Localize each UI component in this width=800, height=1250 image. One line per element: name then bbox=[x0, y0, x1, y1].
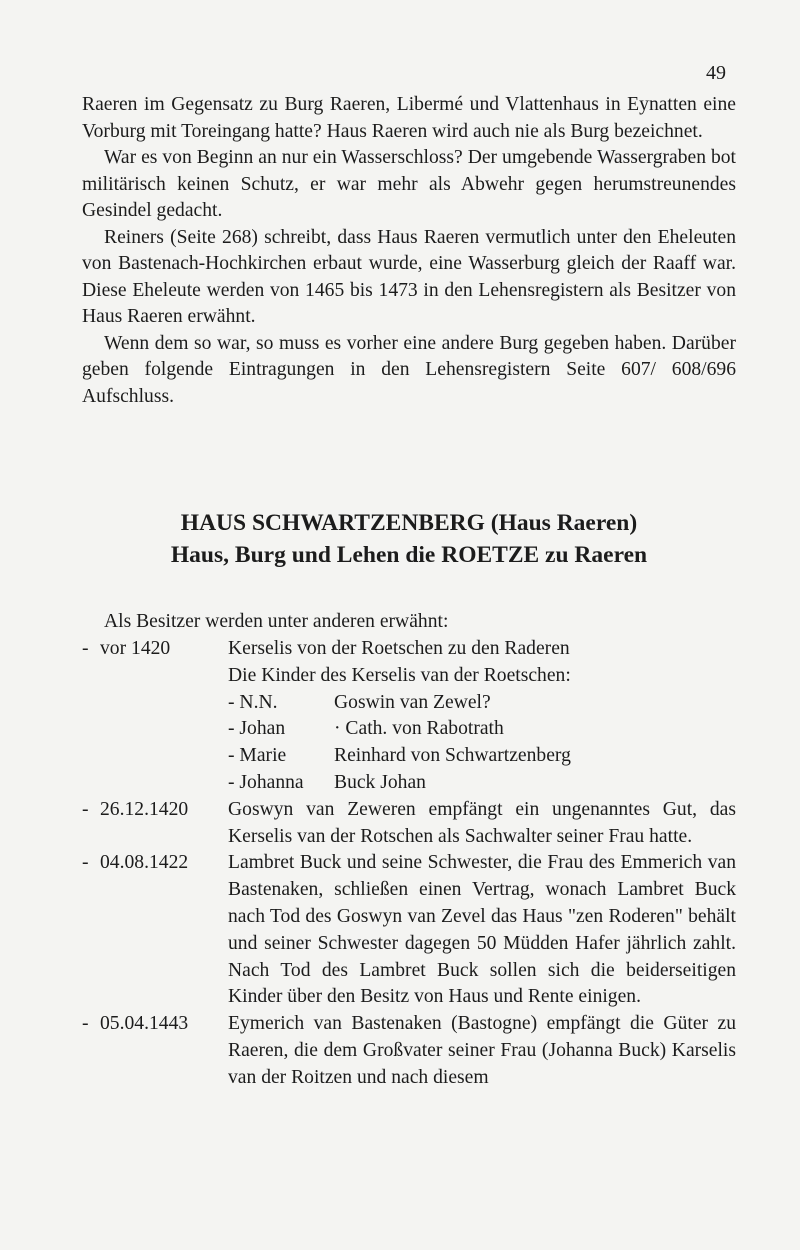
child-spouse: Reinhard von Schwartzenberg bbox=[334, 745, 571, 767]
child-spouse: · Cath. von Rabotrath bbox=[334, 718, 504, 740]
child-item bbox=[228, 743, 736, 770]
child-item bbox=[228, 690, 736, 717]
heading-line-2: Haus, Burg und Lehen die ROETZE zu Raeren bbox=[170, 542, 648, 568]
entry-dash: - bbox=[82, 852, 89, 874]
child-item bbox=[228, 770, 736, 797]
child-name: - Johan bbox=[228, 718, 286, 740]
entry-dash: - bbox=[82, 638, 89, 659]
child-spouse: Goswin van Zewel? bbox=[334, 691, 491, 713]
child-name: - N.N. bbox=[228, 691, 278, 713]
entry-description: Goswyn van Zeweren empfängt ein ungenanntes Gut, das Kerselis van der Rotschen als Sachwalter seiner Frau hatte. bbox=[228, 798, 736, 847]
section-heading bbox=[82, 507, 736, 571]
owners-intro: Als Besitzer werden unter anderen erwähnt: bbox=[104, 611, 449, 632]
entry-vor-1420 bbox=[82, 636, 736, 797]
paragraph-3: Reiners (Seite 268) schreibt, dass Haus Raeren vermutlich unter den Eheleuten von Bastenach-Hochkirchen erbaut wurde, eine Wasserburg gleich der Raaff war. Diese Eheleute werden von 1465 bis 1473 in den Lehensregistern als Besitzer von Haus Raeren erwähnt. bbox=[82, 226, 736, 327]
entry-05-04-1443 bbox=[82, 1011, 736, 1091]
heading-line-1: HAUS SCHWARTZENBERG (Haus Raeren) bbox=[180, 510, 638, 536]
entry-description bbox=[228, 636, 736, 797]
entry-text: Kerselis von der Roetschen zu den Raderen bbox=[228, 638, 570, 659]
paragraph-4: Wenn dem so war, so muss es vorher eine andere Burg gegeben haben. Darüber geben folgende Eintragungen in den Lehensregistern Seite 607/ 608/696 Aufschluss. bbox=[82, 332, 736, 407]
children-list bbox=[228, 690, 736, 797]
entry-subtext: Die Kinder des Kerselis van der Roetschen: bbox=[228, 664, 571, 686]
child-name: - Johanna bbox=[228, 771, 304, 793]
body-text bbox=[82, 92, 736, 410]
entry-dash: - bbox=[82, 798, 89, 820]
entry-description: Eymerich van Bastenaken (Bastogne) empfängt die Güter zu Raeren, die dem Großvater seiner Frau (Johanna Buck) Karselis van der Roitzen und nach diesem bbox=[228, 1013, 736, 1088]
entry-date: 26.12.1420 bbox=[100, 798, 189, 820]
paragraph-2: War es von Beginn an nur ein Wasserschloss? Der umgebende Wassergraben bot militärisch keinen Schutz, er war mehr als Abwehr gegen herumstreunendes Gesindel gedacht. bbox=[82, 147, 736, 221]
entry-date: 04.08.1422 bbox=[100, 852, 189, 874]
entry-description: Lambret Buck und seine Schwester, die Frau des Emmerich van Bastenaken, schließen einen Vertrag, wonach Lambret Buck nach Tod des Goswyn van Zevel das Haus "zen Roderen" behält und seiner Schwester dagegen 50 Müdden Hafer jährlich zahlt. Nach Tod des Lambret Buck sollen sich die beiderseitigen Kinder über den Besitz von Haus und Rente einigen. bbox=[228, 852, 736, 1008]
owner-entries bbox=[82, 636, 736, 1092]
entry-04-08-1422 bbox=[82, 850, 736, 1011]
entry-26-12-1420 bbox=[82, 797, 736, 851]
entry-dash: - bbox=[82, 1013, 89, 1035]
paragraph-1: Raeren im Gegensatz zu Burg Raeren, Libermé und Vlattenhaus in Eynatten eine Vorburg mit Toreingang hatte? Haus Raeren wird auch nie als Burg bezeichnet. bbox=[82, 94, 736, 142]
child-name: - Marie bbox=[228, 745, 287, 767]
child-item bbox=[228, 716, 736, 743]
page-number: 49 bbox=[706, 62, 726, 84]
child-spouse: Buck Johan bbox=[334, 771, 426, 793]
entry-date: vor 1420 bbox=[100, 638, 171, 659]
entry-date: 05.04.1443 bbox=[100, 1013, 189, 1035]
